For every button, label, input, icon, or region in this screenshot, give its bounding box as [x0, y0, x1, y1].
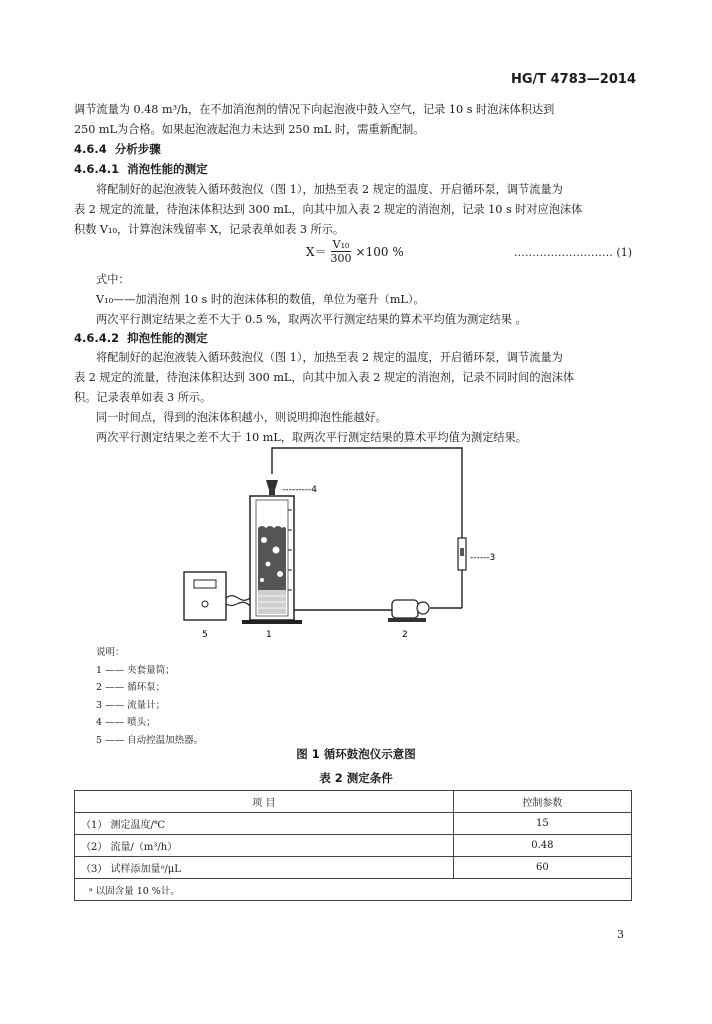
table-cell: （2） 流量/（m³/h）	[75, 835, 454, 857]
section-number: 4.6.4	[74, 142, 107, 156]
figure-legend	[96, 644, 203, 749]
para-line: 同一时间点，得到的泡沫体积越小，则说明抑泡性能越好。	[96, 411, 387, 424]
section-number: 4.6.4.2	[74, 331, 120, 345]
formula-numerator: V₁₀	[332, 238, 350, 251]
intro-line-2: 250 mL为合格。如果起泡液起泡力未达到 250 mL 时，需重新配制。	[74, 123, 425, 136]
section-title: 消泡性能的测定	[127, 162, 208, 176]
table-row	[75, 857, 632, 879]
conditions-table	[74, 790, 632, 901]
section-title: 抑泡性能的测定	[127, 331, 208, 345]
para-line: 表 2 规定的流量，待泡沫体积达到 300 mL，向其中加入表 2 规定的消泡剂，记录 10 s 时对应泡沫体	[74, 203, 583, 216]
formula-denominator: 300	[330, 252, 352, 265]
table-footnote-row	[75, 879, 632, 901]
legend-item: 1 —— 夹套量筒；	[96, 664, 175, 676]
page-number: 3	[617, 928, 624, 941]
table-header-row	[75, 791, 632, 813]
table-cell: 60	[453, 857, 631, 879]
where-block	[74, 270, 636, 330]
table-row	[75, 835, 632, 857]
jacketed-cylinder	[250, 496, 294, 620]
spray-nozzle	[266, 480, 278, 495]
callout-2: 2	[402, 630, 408, 640]
para-line: 积。记录表单如表 3 所示。	[74, 391, 212, 404]
legend-item: 2 —— 循环泵；	[96, 682, 166, 693]
precision-note: 两次平行测定结果之差不大于 0.5 %，取两次平行测定结果的算术平均值为测定结果 。	[96, 313, 527, 326]
section-4-6-4-2-paragraph	[74, 348, 636, 448]
section-4-6-4-heading	[74, 141, 161, 157]
table-cell: （1） 测定温度/℃	[75, 813, 454, 835]
section-4-6-4-1-heading	[74, 161, 208, 177]
temperature-controller	[184, 572, 226, 620]
flowmeter-float	[460, 548, 464, 556]
table-header: 项 目	[75, 791, 454, 813]
legend-title: 说明：	[96, 647, 125, 658]
table-footnote: ᵃ 以固含量 10 %计。	[75, 879, 632, 901]
heater-cable	[226, 602, 250, 606]
where-label: 式中：	[96, 273, 130, 286]
formula-1	[306, 238, 404, 265]
section-4-6-4-1-paragraph	[74, 180, 636, 240]
para-line: 将配制好的起泡液装入循环鼓泡仪（图 1），加热至表 2 规定的温度，开启循环泵，调节流量为	[96, 351, 563, 364]
where-item: V₁₀——加消泡剂 10 s 时的泡沫体积的数值，单位为毫升（mL）。	[96, 293, 425, 306]
intro-line-1: 调节流量为 0.48 m³/h，在不加消泡剂的情况下向起泡液中鼓入空气，记录 10 s 时泡沫体积达到	[74, 103, 555, 116]
heater-cable	[226, 596, 250, 601]
formula-rhs: ×100 %	[355, 244, 404, 259]
table-row	[75, 813, 632, 835]
formula-lhs: X＝	[306, 245, 327, 259]
circulation-pump	[388, 600, 429, 622]
para-line: 表 2 规定的流量，待泡沫体积达到 300 mL，向其中加入表 2 规定的消泡剂，记录不同时间的泡沫体	[74, 371, 575, 384]
para-line: 将配制好的起泡液装入循环鼓泡仪（图 1），加热至表 2 规定的温度、开启循环泵，调节流量为	[96, 183, 563, 196]
table-cell: 15	[453, 813, 631, 835]
table-header: 控制参数	[453, 791, 631, 813]
callout-4: ---------4	[282, 485, 317, 495]
legend-item: 3 —— 流量计；	[96, 699, 166, 711]
callout-3: ------3	[470, 553, 496, 563]
intro-paragraph	[74, 100, 636, 140]
section-number: 4.6.4.1	[74, 162, 120, 176]
formula-fraction	[329, 238, 354, 265]
table-cell: （3） 试样添加量ᵃ/μL	[75, 857, 454, 879]
cylinder-base	[242, 620, 302, 624]
table-caption: 表 2 测定条件	[319, 771, 393, 785]
standard-code: HG/T 4783—2014	[510, 72, 636, 87]
section-title: 分析步骤	[114, 142, 161, 156]
bubbler-diagram	[180, 440, 540, 640]
callout-5: 5	[202, 630, 208, 640]
callout-1: 1	[266, 630, 272, 640]
legend-item: 4 —— 喷头；	[96, 717, 156, 728]
legend-item: 5 —— 自动控温加热器。	[96, 734, 204, 746]
para-line: 两次平行测定结果之差不大于 10 mL，取两次平行测定结果的算术平均值为测定结果。	[96, 431, 527, 444]
section-4-6-4-2-heading	[74, 330, 208, 346]
para-line: 积数 V₁₀，计算泡沫残留率 X，记录表单如表 3 所示。	[74, 223, 345, 236]
equation-number: ……………………… (1)	[513, 246, 632, 259]
figure-caption: 图 1 循环鼓泡仪示意图	[296, 747, 416, 761]
table-cell: 0.48	[453, 835, 631, 857]
